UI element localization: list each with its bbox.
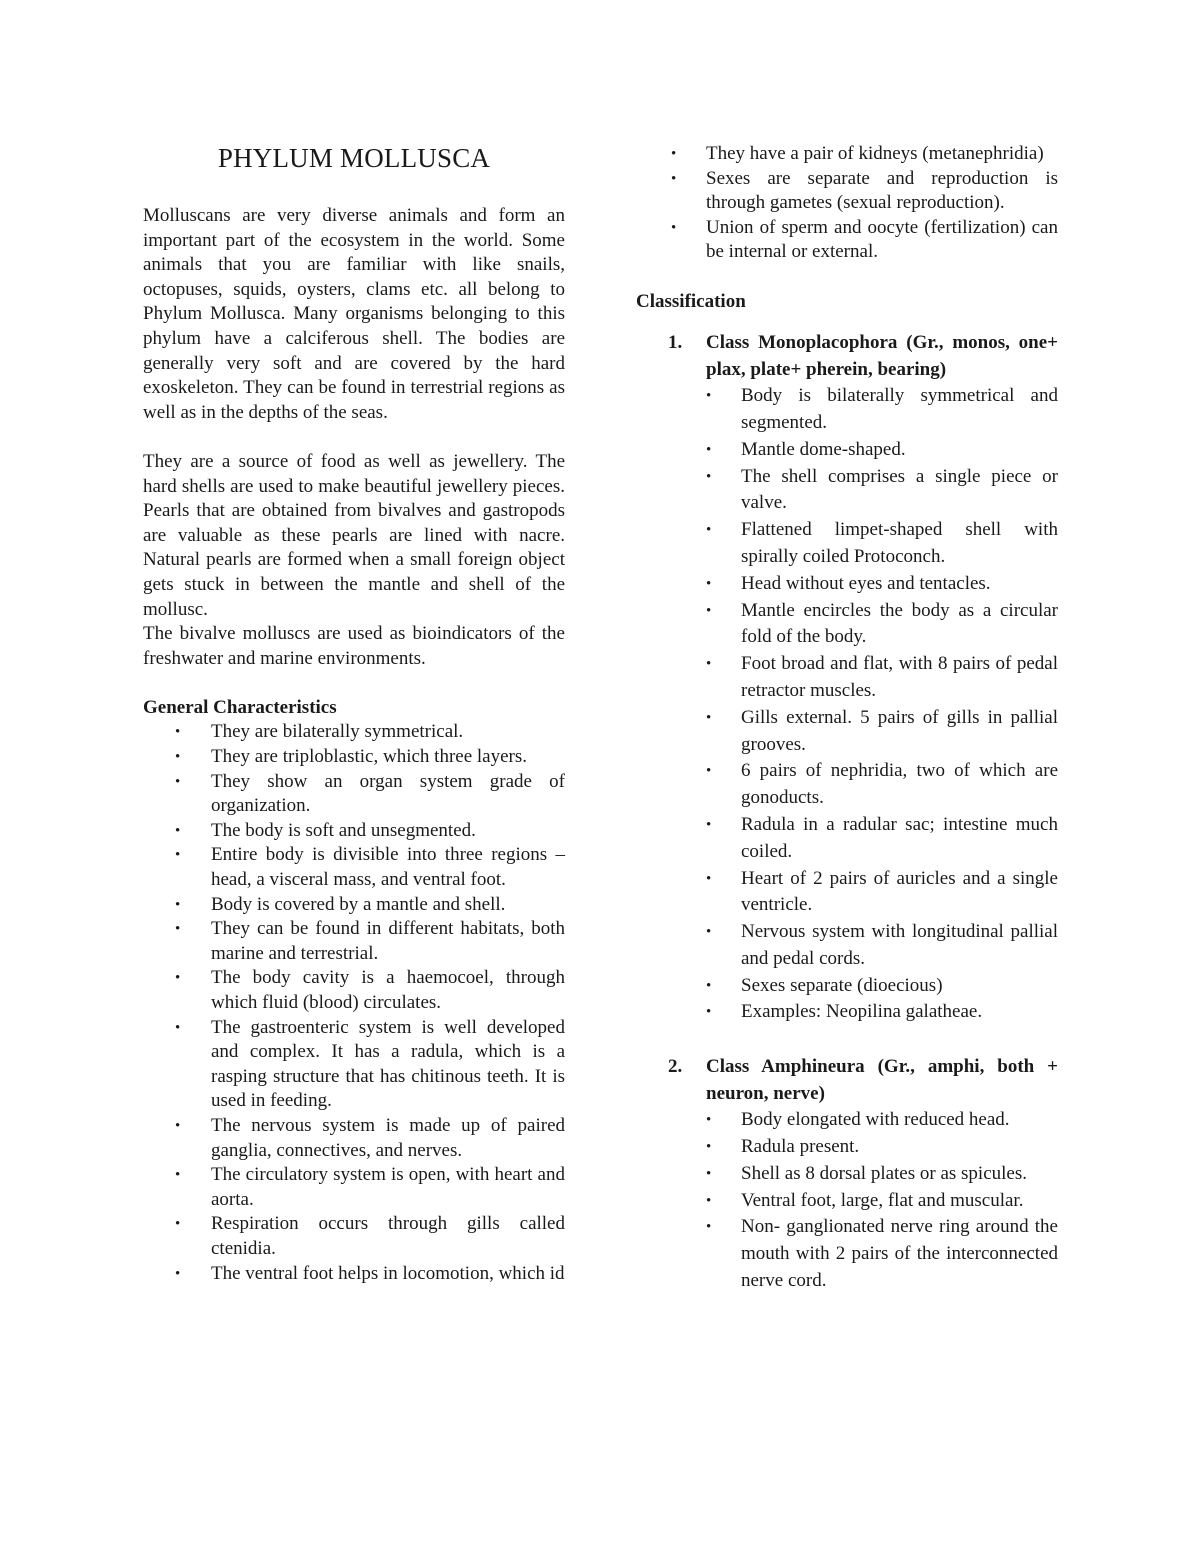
bullet-icon: • bbox=[706, 602, 712, 619]
bullet-icon: • bbox=[175, 724, 181, 741]
bullet-icon: • bbox=[175, 749, 181, 766]
class-monoplacophora-title: 1. Class Monoplacophora (Gr., monos, one+ plax, plate+ pherein, bearing) bbox=[668, 332, 1058, 380]
class-monoplacophora-list bbox=[636, 383, 1058, 1026]
bullet-icon: • bbox=[706, 816, 712, 833]
list-item: • Body is covered by a mantle and shell. bbox=[143, 893, 565, 918]
list-item: • Union of sperm and oocyte (fertilization) can be internal or external. bbox=[671, 216, 1058, 263]
list-item: • Sexes separate (dioecious) bbox=[636, 973, 1058, 1000]
bullet-icon: • bbox=[175, 1216, 181, 1233]
list-item: • Foot broad and flat, with 8 pairs of pedal retractor muscles. bbox=[706, 653, 1058, 701]
bullet-icon: • bbox=[706, 522, 712, 539]
bullet-icon: • bbox=[706, 924, 712, 941]
page-title: PHYLUM MOLLUSCA bbox=[217, 143, 491, 173]
right-column bbox=[636, 142, 1058, 1295]
classification-heading: Classification bbox=[636, 290, 746, 312]
bullet-icon: • bbox=[706, 1219, 712, 1236]
list-item: • They show an organ system grade of organization. bbox=[175, 770, 565, 817]
list-item: • The circulatory system is open, with heart and aorta. bbox=[175, 1164, 565, 1210]
intro-paragraph-1: Molluscans are very diverse animals and form an important part of the ecosystem in the world. Some animals that you are familiar with like snails, octopuses, squids, oysters, clams etc. all belong to Phylum Mollusca. Many organisms belonging to this phylum have a calciferous shell. The bodies are generally very soft and are covered by the hard exoskeleton. They can be found in terrestrial regions as well as in the depths of the seas. bbox=[143, 205, 565, 423]
list-item: • Radula in a radular sac; intestine much coiled. bbox=[706, 813, 1058, 862]
list-item: • The body is soft and unsegmented. bbox=[143, 819, 565, 844]
list-item: • Respiration occurs through gills called ctenidia. bbox=[175, 1213, 565, 1259]
list-item: • Body elongated with reduced head. bbox=[636, 1107, 1058, 1134]
bullet-icon: • bbox=[706, 1139, 712, 1156]
bullet-icon: • bbox=[706, 1165, 712, 1182]
class-amphineura-title: 2. Class Amphineura (Gr., amphi, both + neuron, nerve) bbox=[668, 1056, 1058, 1104]
bullet-icon: • bbox=[175, 1167, 181, 1184]
list-item: • Body is bilaterally symmetrical and segmented. bbox=[706, 385, 1058, 433]
list-item: • Ventral foot, large, flat and muscular. bbox=[636, 1188, 1058, 1215]
list-item: • Mantle encircles the body as a circular fold of the body. bbox=[706, 599, 1058, 648]
continued-characteristics-list bbox=[636, 142, 1058, 265]
intro-paragraph-3: The bivalve molluscs are used as bioindicators of the freshwater and marine environments. bbox=[143, 623, 565, 669]
general-characteristics-heading: General Characteristics bbox=[143, 696, 337, 718]
bullet-icon: • bbox=[175, 1117, 181, 1134]
list-item: • Heart of 2 pairs of auricles and a single ventricle. bbox=[706, 867, 1058, 916]
bullet-icon: • bbox=[175, 773, 181, 790]
list-item: • Mantle dome-shaped. bbox=[636, 437, 1058, 464]
bullet-icon: • bbox=[706, 575, 712, 592]
bullet-icon: • bbox=[175, 1265, 181, 1282]
list-item: • Entire body is divisible into three regions – head, a visceral mass, and ventral foot. bbox=[175, 844, 565, 891]
list-item: • Nervous system with longitudinal pallial and pedal cords. bbox=[706, 921, 1058, 969]
bullet-icon: • bbox=[706, 870, 712, 887]
bullet-icon: • bbox=[671, 219, 677, 236]
list-item: • The nervous system is made up of paired ganglia, connectives, and nerves. bbox=[175, 1114, 565, 1161]
bullet-icon: • bbox=[706, 468, 712, 485]
list-item: • Radula present. bbox=[636, 1134, 1058, 1161]
left-column bbox=[143, 142, 565, 1286]
list-item: • The ventral foot helps in locomotion, which id bbox=[143, 1262, 565, 1287]
list-item: • They have a pair of kidneys (metanephridia) bbox=[636, 142, 1058, 167]
class-number: 1. bbox=[668, 332, 683, 354]
list-item: • 6 pairs of nephridia, two of which are gonoducts. bbox=[706, 760, 1058, 809]
bullet-icon: • bbox=[175, 896, 181, 913]
bullet-icon: • bbox=[175, 822, 181, 839]
list-item: • Shell as 8 dorsal plates or as spicules. bbox=[636, 1161, 1058, 1188]
bullet-icon: • bbox=[671, 146, 677, 162]
bullet-icon: • bbox=[706, 1004, 712, 1021]
general-characteristics-list bbox=[143, 720, 565, 1286]
list-item: • The body cavity is a haemocoel, through which fluid (blood) circulates. bbox=[175, 967, 565, 1013]
bullet-icon: • bbox=[706, 441, 712, 458]
list-item: • Gills external. 5 pairs of gills in pallial grooves. bbox=[706, 706, 1058, 755]
list-item: • They are triploblastic, which three layers. bbox=[143, 745, 565, 770]
list-item: • Examples: Neopilina galatheae. bbox=[636, 999, 1058, 1026]
class-number: 2. bbox=[668, 1056, 683, 1078]
bullet-icon: • bbox=[175, 921, 181, 938]
list-item: • Head without eyes and tentacles. bbox=[636, 571, 1058, 598]
bullet-icon: • bbox=[671, 170, 677, 187]
list-item: • Non- ganglionated nerve ring around the mouth with 2 pairs of the interconnected nerve cord. bbox=[706, 1216, 1058, 1292]
bullet-icon: • bbox=[175, 847, 181, 864]
bullet-icon: • bbox=[706, 388, 712, 405]
list-item: • They can be found in different habitats, both marine and terrestrial. bbox=[175, 918, 565, 964]
list-item: • They are bilaterally symmetrical. bbox=[143, 720, 565, 745]
bullet-icon: • bbox=[706, 1192, 712, 1209]
class-amphineura-list bbox=[636, 1107, 1058, 1295]
bullet-icon: • bbox=[706, 656, 712, 673]
bullet-icon: • bbox=[706, 977, 712, 994]
bullet-icon: • bbox=[175, 970, 181, 987]
bullet-icon: • bbox=[706, 763, 712, 780]
list-item: • The shell comprises a single piece or valve. bbox=[706, 465, 1058, 514]
list-item: • The gastroenteric system is well developed and complex. It has a radula, which is a rasping structure that has chitinous teeth. It is used in feeding. bbox=[175, 1016, 565, 1112]
bullet-icon: • bbox=[175, 1019, 181, 1036]
list-item: • Sexes are separate and reproduction is through gametes (sexual reproduction). bbox=[671, 167, 1058, 214]
bullet-icon: • bbox=[706, 709, 712, 726]
intro-paragraph-2: They are a source of food as well as jewellery. The hard shells are used to make beautiful jewellery pieces. Pearls that are obtained from bivalves and gastropods are valuable as these pearls are lined with nacre. Natural pearls are formed when a small foreign object gets stuck in between the mantle and shell of the mollusc. bbox=[143, 450, 565, 620]
bullet-icon: • bbox=[706, 1112, 712, 1129]
list-item: • Flattened limpet-shaped shell with spirally coiled Protoconch. bbox=[706, 519, 1058, 567]
